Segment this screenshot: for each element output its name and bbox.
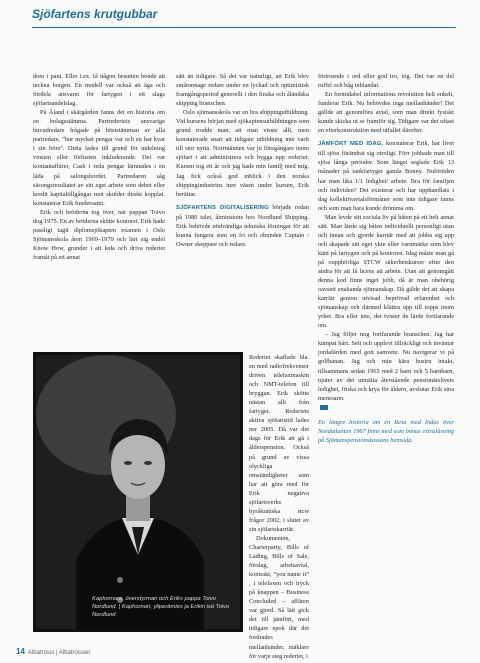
page-footer xyxy=(16,647,91,656)
paragraph: På Åland i skärgården fanns det en historia om en bolagsstämma. Partrederiets ansvarige huvudredare frågade på höststämman av alla partredare, ”hur mycket pengar var och en har kvar i sin börs”. Detta lades till grund för utdelning vinsten eller förlusten inkluderande. Det var kontantaffärer, Cash i reda pengar lämnades i en låda på salongsbordet. Partredaren såg säsongsresultatet av sitt eget arbete som debet eller kredit kapitaltillgångar mot skulder direkt kopplat. konstaterar Erik fundersamt. xyxy=(33,109,165,207)
portrait-photo xyxy=(33,352,243,632)
subheading: JÄMFÖRT MED IDAG, xyxy=(318,141,384,148)
paragraph: sätt än tidigare. Så det var naturligt, att Erik blev småtonnage redare under en lyckad och optimistisk framgångsperiod generellt i den finska och åländska shipping branschen. xyxy=(176,73,309,108)
paragraph: Man levde sitt sociala liv på båten på ett helt annat sätt. Man lärde sig båten individuellt personligt utan och innan och gjorde karriär med att jobba sig upp och skapade sitt eget ykte eller varumärke som blev känt på fartygen och på kontoren. Idag måste man gå på oupphörliga STCW säkerhetskurser efter den andra för att få licens att arbete. Utan att genomgått denna kod finns inget jobb, då är man obehörig oavsett enahanda sjömanskap. Då gälde det att skapa karriär genom utvisad beprövad erfarenhet och sjömanskap och därmed klättra upp till topps inom yrket. Bra eller inte, det tvister de lärde fortfarande om. xyxy=(318,213,454,330)
paragraph: förtroende i ord eller god tro, tog. Det var en del ruffel och båg inblandat. xyxy=(318,73,454,90)
page-header xyxy=(32,5,456,28)
paragraph: En formidabel informations revolution helt enkelt, funderar Erik. Nu behövdes inga mellanhänder! Det gällde att genomföra avtal, som man direkt fysiskt kunde skicka ut se framför sig. Tidigare var det oftast en efterkonstruktion med utfallet därefter. xyxy=(318,91,454,135)
article-column-2-lower xyxy=(249,353,309,661)
photo-caption: Kaphornare, överstyrman och Eriks pappa Toivo Nordlund. | Kaphornari, yliperämies ja Erikin isä Toivo Nordlund xyxy=(92,596,230,618)
bonus-note: En längre historia om en Resa med Indus över Nordatlanten 1967 finns med som bonus extraläsning på Sjömanspensionskassans hemsida. xyxy=(318,418,454,444)
paragraph: Erik och bröderna tog över, när pappan Toivo dog 1975. En av bröderna skötte kontoret. Erik hade passligt tagit diplomsjökapten examen i Oslo Sjömansskola åren 1969–1970 och lärt sig endel Know How, grunder i att leda och driva rederiet framåt på ett annat xyxy=(33,208,165,261)
section-title: Sjöfartens krutgubbar xyxy=(32,7,158,21)
publication-name: Albatrossi | Albatrossen xyxy=(27,650,91,656)
end-mark-icon xyxy=(320,405,328,410)
paragraph: Rederiet skaffade bla. en med radiofrekvenser driven telefaxmaskin och NMT-telefon till bryggan. Erik skötte nästan allt från fartyget. Rederiets aktiva sjöfartstid lades ner 2005. Då var det dags för Erik att gå i ålderspension. Också på grund av vissa olyckliga omständigheter som har att göra med för Erik negativa sjöfartsverks byråkratiska stcw frågor 2002, i slutet av sin sjöfartskarriär. xyxy=(249,354,309,533)
article-column-3 xyxy=(318,72,454,445)
subheading-paragraph: SJÖFARTENS DIGITALISERING började redan på 1980 talet, åtminstone hos Nordlund Shipping. Erik behövde nödvändiga tekniska lösningar för att kunna fungera som en fri och obunden Captain / Owner skeppare och redare. xyxy=(176,203,309,248)
paragraph: Dokumenten, Charterparty, Bills of Lading, Bills of Sale, förslag, arbetsavtal, kontrakt, ”you name it” , i telefaxen och tryck på knappen – Business Concluded – affären var gjord. Så lätt gick det till jämfört, med tidigare epok där det fordrades mellanhänder, mäklare för varje steg rederiet, i xyxy=(249,534,309,660)
page-number: 14 xyxy=(16,647,25,656)
subheading: SJÖFARTENS DIGITALISERING xyxy=(176,204,269,211)
paragraph: – Jag följer nog fortfarande branschen. Jag har kämpat hårt. Sett och upplevt tillräckligt och inväntar jordafärden med gott samvete. Nu navigerar vi på golfbanan. Jag och min kära hustru intakt, tillsammans sedan 1965 med 2 barn och 5 barnbarn, njuter av det utmätta återstående pensionärslivets ledighet, friska och krya för åldern, avslutar Erik sina memoarer. xyxy=(318,331,454,402)
article-column-2 xyxy=(176,72,309,249)
portrait-illustration-icon xyxy=(36,355,240,629)
article-column-1 xyxy=(33,72,165,262)
paragraph: Oslo sjömansskola var en bra shippingutbildning. Vid kursens början med sjökaptensutbildningen som grund trodde man, att man visste allt, men konstaterade snart att tidigare utbildning inte varit till stor nytta. Norrmännen var ju föregångare inom sjöfart i att administrera och bygga upp rederier. Kursen tog ett år och jag hade min familj med mig. Jag fick också god inblick i den norska shippingindustrins inre väsen under kursen, Erik berättar. xyxy=(176,109,309,198)
paragraph: dom i pant. Eller t.ex. få någon besutten bonde att teckna borgen. En modell var också att äga och fördela ansvaret för fartygen i ett slags sjöfartsandelslag. xyxy=(33,73,165,108)
subheading-paragraph: JÄMFÖRT MED IDAG, konstaterar Erik, har livet till sjöss förändrat sig otroligt. Förr jobbade man till sjöss långa perioder. Som längst seglade Erik 13 månader på tankfartyget gamla Bonny. Nuförtiden har man lika 1/1 ledighet/ arbete. Bra för familjen och individen? Det existerar och har upphandlats i dag kollektivavtalsförmåner som inte tidigare fanns och som man bara kunde drömma om. xyxy=(318,140,455,212)
